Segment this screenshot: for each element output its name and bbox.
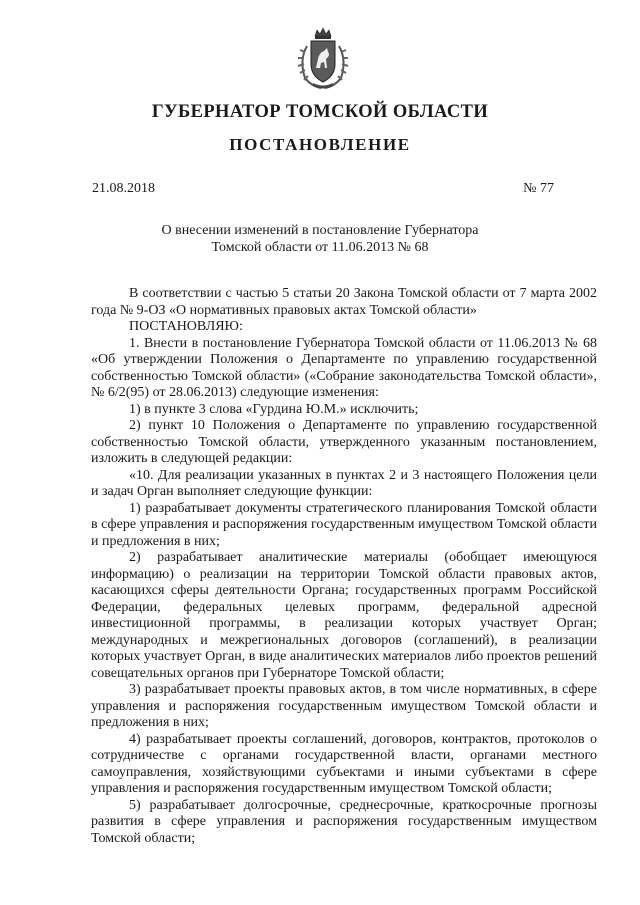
body-paragraph: 2) пункт 10 Положения о Департаменте по управлению государственной собственностью Томской области, утвержденного указанным постановлением, изложить в следующей редакции: [91,418,597,466]
document-type: ПОСТАНОВЛЕНИЕ [229,135,411,154]
body-paragraph: 1) в пункте 3 слова «Гурдина Ю.М.» исключить; [129,401,419,417]
document-number: № 77 [523,181,554,196]
body-paragraph: 3) разрабатывает проекты правовых актов, в том числе нормативных, в сфере управления и распоряжения государственным имуществом Томской области и предложения в них; [91,682,597,730]
subject-line: О внесении изменений в постановление Губернатора [161,223,479,238]
body-paragraph: «10. Для реализации указанных в пунктах 2 и 3 настоящего Положения цели и задач Орган выполняет следующие функции: [91,467,597,499]
body-paragraph: 1) разрабатывает документы стратегического планирования Томской области в сфере управления и распоряжения государственным имуществом Томской области и предложения в них; [91,500,597,549]
body-paragraph: 1. Внести в постановление Губернатора Томской области от 11.06.2013 № 68 «Об утверждении Положения о Департаменте по управлению государственной собственностью Томской области» («Собрание законодательства Томской области», № 6/2(95) от 28.06.2013) следующие изменения: [91,335,597,400]
tomsk-coat-of-arms-icon [293,26,353,92]
org-title: ГУБЕРНАТОР ТОМСКОЙ ОБЛАСТИ [151,102,489,122]
body-paragraph: 4) разрабатывает проекты соглашений, договоров, контрактов, протоколов о сотрудничестве с органами государственной власти, органами местного самоуправления, хозяйствующими субъектами и иными субъектами в сфере управления и распоряжения государственным имуществом Томской области; [91,731,597,796]
document-date: 21.08.2018 [92,181,155,196]
body-paragraph: 2) разрабатывает аналитические материалы (обобщает имеющуюся информацию) о реализации на территории Томской области правовых актов, касающихся сферы деятельности Органа; государственных программ Российской Федерации, федеральных целевых программ, федеральной адресной инвестиционной программы, в реализации которых участвует Орган; международных и межрегиональных договоров (соглашений), в реализации которых участвует Орган, в виде аналитических материалов либо проектов решений совещательных органов при Губернаторе Томской области; [91,550,597,681]
body-paragraph: 5) разрабатывает долгосрочные, среднесрочные, краткосрочные прогнозы развития в сфере управления и распоряжения государственным имуществом Томской области; [91,797,597,846]
body-paragraph: В соответствии с частью 5 статьи 20 Закона Томской области от 7 марта 2002 года № 9-ОЗ «О нормативных правовых актах Томской области» [91,286,597,318]
document-subject [0,222,640,256]
decree-word: ПОСТАНОВЛЯЮ: [129,319,243,334]
subject-line: Томской области от 11.06.2013 № 68 [211,240,429,255]
document-body [91,286,597,847]
